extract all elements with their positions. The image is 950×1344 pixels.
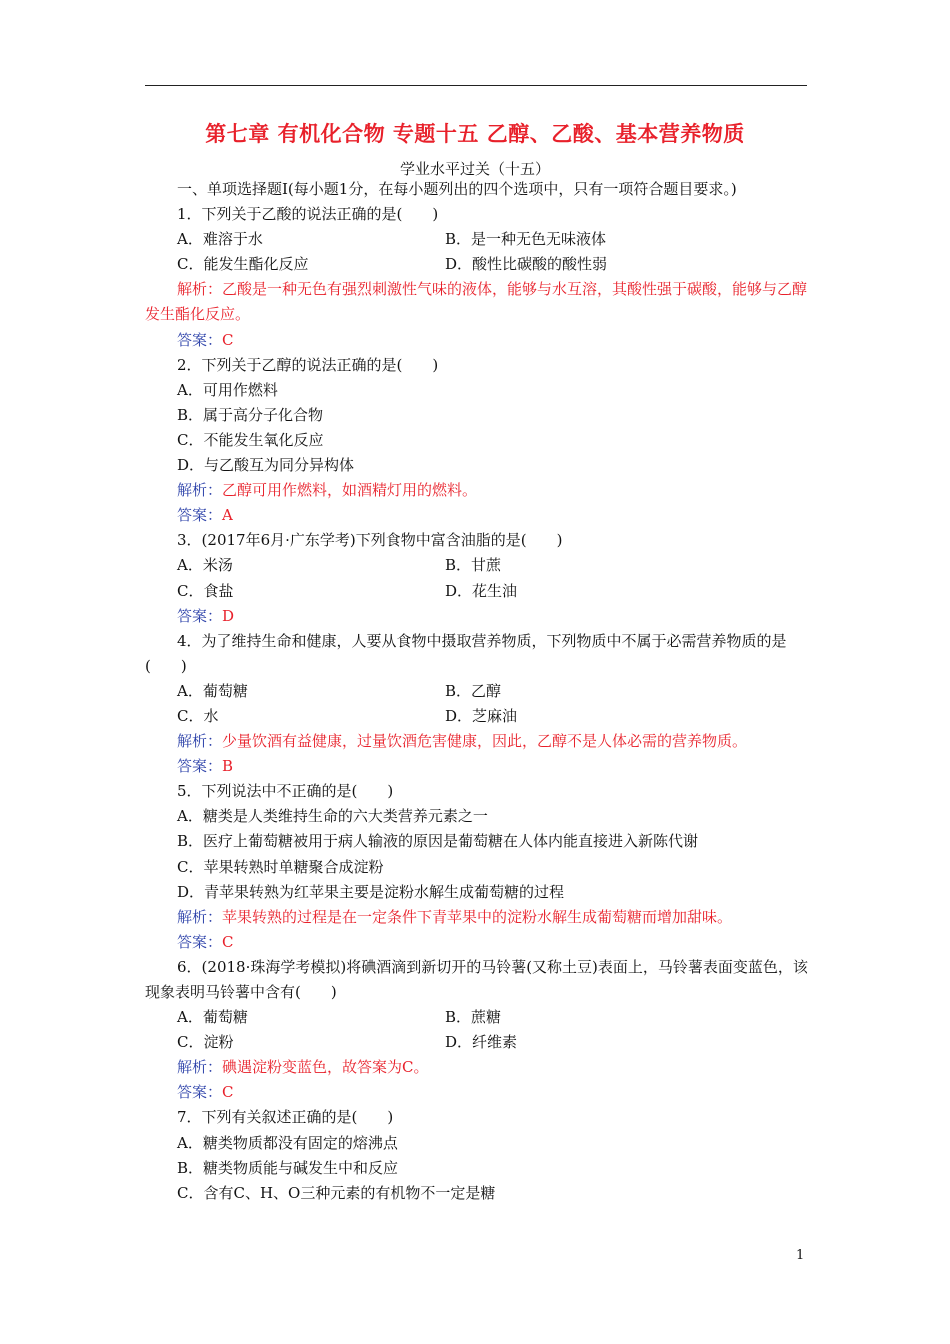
analysis-label: 解析： xyxy=(177,280,223,299)
option-row xyxy=(145,227,810,252)
answer xyxy=(145,503,810,528)
option: B．医疗上葡萄糖被用于病人输液的原因是葡萄糖在人体内能直接进入新陈代谢 xyxy=(177,832,699,851)
analysis xyxy=(145,478,810,503)
option: C．苹果转熟时单糖聚合成淀粉 xyxy=(177,857,384,876)
option: A．可用作燃料 xyxy=(177,380,278,399)
analysis xyxy=(145,905,810,930)
page-title: 第七章 有机化合物 专题十五 乙醇、乙酸、基本营养物质 xyxy=(205,122,745,146)
option: D．与乙酸互为同分异构体 xyxy=(177,456,355,475)
option-row xyxy=(145,1005,810,1030)
option: C．水 xyxy=(177,706,219,725)
answer xyxy=(145,328,810,353)
answer-value: A xyxy=(222,506,233,525)
analysis-text: 碘遇淀粉变蓝色，故答案为C。 xyxy=(222,1058,429,1077)
option: B．是一种无色无味液体 xyxy=(445,230,607,249)
option: C．淀粉 xyxy=(177,1033,234,1052)
analysis-label: 解析： xyxy=(177,481,223,500)
answer-value: D xyxy=(222,606,235,625)
option: C．能发生酯化反应 xyxy=(177,255,309,274)
option: A．葡萄糖 xyxy=(177,1008,248,1027)
option: A．米汤 xyxy=(177,556,233,575)
answer-value: B xyxy=(222,757,234,776)
analysis xyxy=(145,277,810,327)
analysis-label: 解析： xyxy=(177,907,223,926)
analysis-text: 乙醇可用作燃料，如酒精灯用的燃料。 xyxy=(222,481,478,500)
option: D．芝麻油 xyxy=(445,706,518,725)
page-subtitle: 学业水平过关（十五） xyxy=(399,160,550,178)
answer xyxy=(145,930,810,955)
option: C．不能发生氧化反应 xyxy=(177,430,324,449)
answer-value: C xyxy=(222,1083,234,1102)
option: C．含有C、H、O三种元素的有机物不一定是糖 xyxy=(177,1183,496,1202)
analysis xyxy=(145,1055,810,1080)
analysis-label: 解析： xyxy=(177,1058,223,1077)
document-body xyxy=(145,177,810,1206)
question-stem: 2．下列关于乙醇的说法正确的是( ) xyxy=(177,355,439,374)
answer xyxy=(145,754,810,779)
option: A．葡萄糖 xyxy=(177,681,248,700)
analysis-text: 苹果转熟的过程是在一定条件下青苹果中的淀粉水解生成葡萄糖而增加甜味。 xyxy=(222,907,733,926)
analysis-text: 少量饮酒有益健康，过量饮酒危害健康，因此，乙醇不是人体必需的营养物质。 xyxy=(222,732,748,751)
option-row xyxy=(145,579,810,604)
answer xyxy=(145,604,810,629)
answer-label: 答案： xyxy=(177,606,223,625)
question-stem: 3．(2017年6月·广东学考)下列食物中富含油脂的是( ) xyxy=(177,531,563,550)
option: B．糖类物质能与碱发生中和反应 xyxy=(177,1158,399,1177)
option: D．青苹果转熟为红苹果主要是淀粉水解生成葡萄糖的过程 xyxy=(177,882,565,901)
page-number: 1 xyxy=(796,1248,805,1263)
answer-label: 答案： xyxy=(177,1083,223,1102)
option-row xyxy=(145,553,810,578)
answer-value: C xyxy=(222,932,234,951)
option: A．难溶于水 xyxy=(177,230,263,249)
analysis-label: 解析： xyxy=(177,732,223,751)
option: D．酸性比碳酸的酸性弱 xyxy=(445,255,608,274)
answer-label: 答案： xyxy=(177,932,223,951)
option-row xyxy=(145,1030,810,1055)
option-row xyxy=(145,704,810,729)
option-row xyxy=(145,252,810,277)
question-stem: 1．下列关于乙酸的说法正确的是( ) xyxy=(177,205,439,224)
analysis-text: 乙酸是一种无色有强烈刺激性气味的液体，能够与水互溶，其酸性强于碳酸，能够与乙醇发生酯化反应。 xyxy=(145,280,808,324)
answer-label: 答案： xyxy=(177,330,223,349)
option: D．纤维素 xyxy=(445,1033,518,1052)
answer-value: C xyxy=(222,330,234,349)
option: A．糖类是人类维持生命的六大类营养元素之一 xyxy=(177,807,488,826)
question-stem: 6．(2018·珠海学考模拟)将碘酒滴到新切开的马铃薯(又称土豆)表面上，马铃薯表面变蓝色，该现象表明马铃薯中含有( ) xyxy=(145,957,808,1001)
question-stem: 5．下列说法中不正确的是( ) xyxy=(177,782,394,801)
analysis xyxy=(145,729,810,754)
option: A．糖类物质都没有固定的熔沸点 xyxy=(177,1133,398,1152)
option: B．乙醇 xyxy=(445,681,502,700)
answer xyxy=(145,1080,810,1105)
question-stem: 7．下列有关叙述正确的是( ) xyxy=(177,1108,394,1127)
option: B．蔗糖 xyxy=(445,1008,502,1027)
section-heading: 一、单项选择题Ⅰ(每小题1分，在每小题列出的四个选项中，只有一项符合题目要求。) xyxy=(177,180,737,198)
option: C．食盐 xyxy=(177,581,234,600)
option: B．属于高分子化合物 xyxy=(177,405,324,424)
option-row xyxy=(145,679,810,704)
answer-label: 答案： xyxy=(177,506,223,525)
question-stem: 4．为了维持生命和健康，人要从食物中摄取营养物质，下列物质中不属于必需营养物质的是( ) xyxy=(145,631,787,675)
option: B．甘蔗 xyxy=(445,556,502,575)
option: D．花生油 xyxy=(445,581,518,600)
header-rule xyxy=(145,85,807,86)
answer-label: 答案： xyxy=(177,757,223,776)
